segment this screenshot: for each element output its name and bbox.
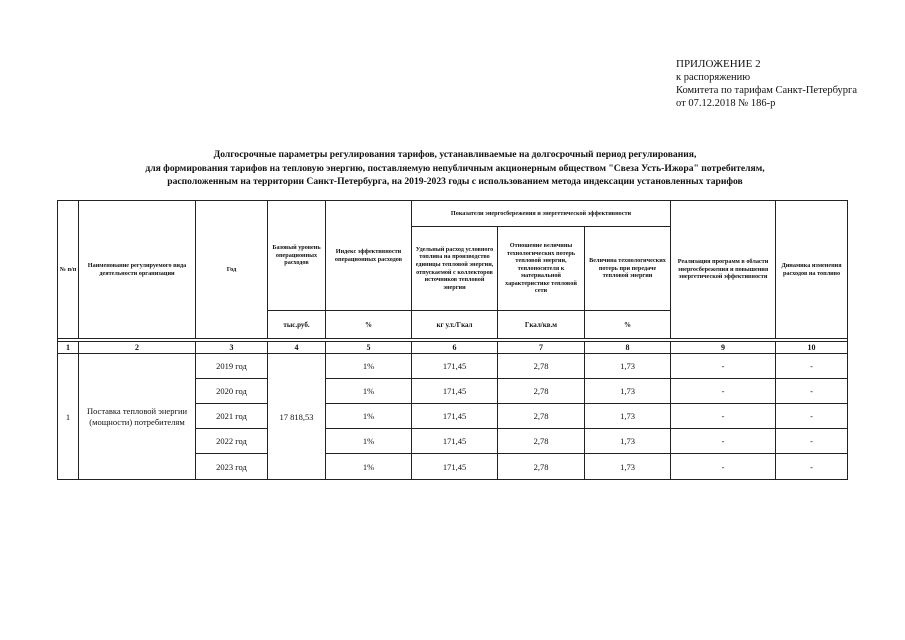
row-index: 1%	[326, 454, 412, 480]
unit-losses: %	[585, 311, 671, 339]
row-fuel: 171,45	[412, 404, 498, 429]
row-base-value: 17 818,53	[268, 354, 326, 480]
header-group: Показатели энергосбережения и энергетической эффективности	[412, 201, 671, 227]
appendix-heading: ПРИЛОЖЕНИЕ 2	[676, 58, 761, 70]
row-dynamics: -	[776, 404, 848, 429]
header-row-1	[58, 201, 848, 227]
header-year: Год	[196, 201, 268, 339]
appendix-ref: к распоряжению	[676, 72, 751, 83]
row-fuel: 171,45	[412, 429, 498, 454]
row-number: 1	[58, 354, 79, 480]
row-dynamics: -	[776, 454, 848, 480]
row-index: 1%	[326, 404, 412, 429]
column-numbers-row	[58, 342, 848, 354]
row-year: 2019 год	[196, 354, 268, 379]
row-losses: 1,73	[585, 429, 671, 454]
col-number: 2	[79, 342, 196, 354]
row-ratio: 2,78	[498, 429, 585, 454]
row-ratio: 2,78	[498, 404, 585, 429]
title-line-1: Долгосрочные параметры регулирования тарифов, устанавливаемые на долгосрочный период регулирования,	[213, 149, 697, 160]
header-index: Индекс эффективности операционных расходов	[326, 201, 412, 311]
row-losses: 1,73	[585, 379, 671, 404]
row-losses: 1,73	[585, 454, 671, 480]
title-line-3: расположенным на территории Санкт-Петербурга, на 2019-2023 годы с использованием метода индексации установленных тарифов	[167, 176, 743, 187]
header-fuel: Удельный расход условного топлива на производство единицы тепловой энергии, отпускаемой с коллекторов источников тепловой энергии	[412, 227, 498, 311]
row-dynamics: -	[776, 354, 848, 379]
row-program: -	[671, 354, 776, 379]
header-losses: Величина технологических потерь при передаче тепловой энергии	[585, 227, 671, 311]
header-ratio: Отношение величины технологических потерь тепловой энергии, теплоносителя к материальной характеристике тепловой сети	[498, 227, 585, 311]
title-line-2: для формирования тарифов на тепловую энергию, поставляемую непубличным акционерным обществом "Свеза Усть-Ижора" потребителям,	[145, 162, 765, 174]
table-row	[58, 354, 848, 379]
col-number: 10	[776, 342, 848, 354]
row-program: -	[671, 429, 776, 454]
row-index: 1%	[326, 429, 412, 454]
header-num: № п/п	[58, 201, 79, 339]
unit-ratio: Гкал/кв.м	[498, 311, 585, 339]
header-activity: Наименование регулируемого вида деятельности организации	[79, 201, 196, 339]
row-ratio: 2,78	[498, 454, 585, 480]
row-year: 2021 год	[196, 404, 268, 429]
col-number: 1	[58, 342, 79, 354]
row-fuel: 171,45	[412, 454, 498, 480]
unit-fuel: кг у.т./Гкал	[412, 311, 498, 339]
col-number: 7	[498, 342, 585, 354]
row-ratio: 2,78	[498, 354, 585, 379]
document-title	[60, 148, 850, 189]
header-dynamics: Динамика изменения расходов на топливо	[776, 201, 848, 339]
col-number: 3	[196, 342, 268, 354]
appendix-block	[676, 58, 857, 110]
header-program: Реализация программ в области энергосбережения и повышения энергетической эффективности	[671, 201, 776, 339]
col-number: 5	[326, 342, 412, 354]
row-program: -	[671, 404, 776, 429]
row-index: 1%	[326, 379, 412, 404]
unit-base: тыс.руб.	[268, 311, 326, 339]
row-program: -	[671, 454, 776, 480]
unit-index: %	[326, 311, 412, 339]
row-program: -	[671, 379, 776, 404]
row-index: 1%	[326, 354, 412, 379]
col-number: 4	[268, 342, 326, 354]
row-year: 2023 год	[196, 454, 268, 480]
row-dynamics: -	[776, 379, 848, 404]
parameters-table	[57, 200, 848, 480]
row-year: 2020 год	[196, 379, 268, 404]
row-losses: 1,73	[585, 404, 671, 429]
row-year: 2022 год	[196, 429, 268, 454]
row-activity-name: Поставка тепловой энергии (мощности) потребителям	[79, 354, 196, 480]
col-number: 9	[671, 342, 776, 354]
appendix-committee: Комитета по тарифам Санкт-Петербурга	[676, 85, 858, 96]
row-losses: 1,73	[585, 354, 671, 379]
appendix-date: от 07.12.2018 № 186-р	[676, 98, 776, 109]
col-number: 6	[412, 342, 498, 354]
row-fuel: 171,45	[412, 354, 498, 379]
row-ratio: 2,78	[498, 379, 585, 404]
row-dynamics: -	[776, 429, 848, 454]
row-fuel: 171,45	[412, 379, 498, 404]
col-number: 8	[585, 342, 671, 354]
header-base: Базовый уровень операционных расходов	[268, 201, 326, 311]
